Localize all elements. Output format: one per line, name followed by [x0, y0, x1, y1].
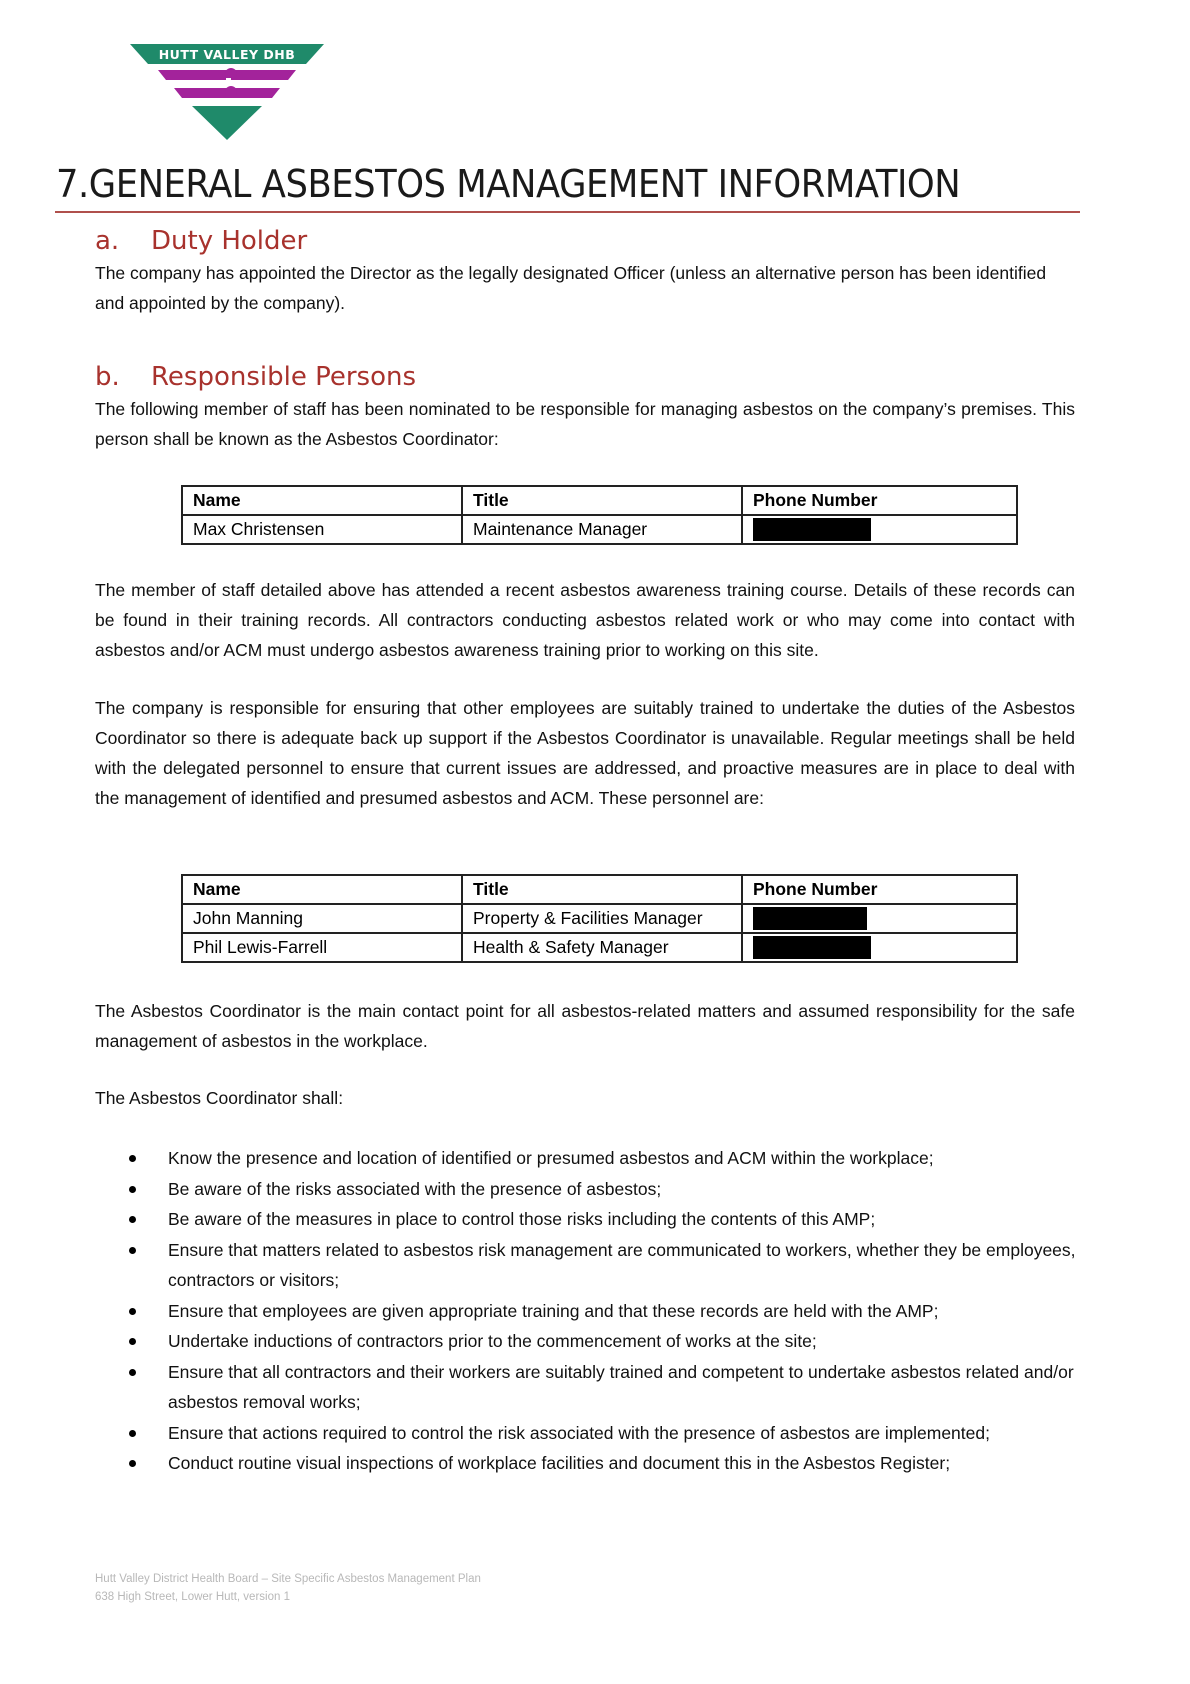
section-a-title: Duty Holder [151, 226, 308, 256]
list-item: Know the presence and location of identified or presumed asbestos and ACM within the workplace; [95, 1143, 1080, 1174]
coordinator-shall-intro: The Asbestos Coordinator shall: [95, 1088, 344, 1108]
list-item: Ensure that all contractors and their workers are suitably trained and competent to undertake asbestos related and/or asbestos removal works; [95, 1357, 1080, 1418]
section-a-label: a. [95, 226, 120, 256]
logo-graphic-icon [130, 44, 324, 140]
header-title: Title [462, 875, 742, 904]
header-phone: Phone Number [742, 486, 1017, 515]
list-item: Conduct routine visual inspections of workplace facilities and document this in the Asbestos Register; [95, 1448, 1080, 1479]
list-item: Ensure that matters related to asbestos risk management are communicated to workers, whether they be employees, contractors or visitors; [95, 1235, 1080, 1296]
table-header-row [182, 486, 1017, 515]
cell-title: Health & Safety Manager [462, 933, 742, 962]
list-item: Ensure that employees are given appropriate training and that these records are held with the AMP; [95, 1296, 1080, 1327]
asbestos-coordinator-table [181, 485, 1018, 545]
table-header-row [182, 875, 1017, 904]
cell-phone-redacted [742, 904, 1017, 933]
bullet-icon [129, 1369, 136, 1376]
delegated-personnel-table [181, 874, 1018, 963]
table-row [182, 904, 1017, 933]
section-b-heading [95, 362, 416, 392]
bullet-icon [129, 1338, 136, 1345]
backup-support-paragraph: The company is responsible for ensuring that other employees are suitably trained to undertake the duties of the Asbestos Coordinator so there is adequate back up support if the Asbestos Coordinator is unavailable. Regular meetings shall be held with the delegated personnel to ensure that current issues are addressed, and proactive measures are in place to deal with the management of identified and presumed asbestos and ACM. These personnel are: [95, 698, 1075, 808]
section-b-title: Responsible Persons [151, 362, 417, 392]
duty-holder-paragraph: The company has appointed the Director as the legally designated Officer (unless an alternative person has been identified and appointed by the company). [95, 263, 1047, 313]
table-row [182, 515, 1017, 544]
header-title: Title [462, 486, 742, 515]
responsible-persons-intro: The following member of staff has been nominated to be responsible for managing asbestos on the company’s premises. This person shall be known as the Asbestos Coordinator: [95, 399, 1075, 449]
list-item: Undertake inductions of contractors prior to the commencement of works at the site; [95, 1326, 1080, 1357]
heading-title: GENERAL ASBESTOS MANAGEMENT INFORMATION [88, 162, 961, 206]
cell-name: Max Christensen [182, 515, 462, 544]
page-footer [95, 1570, 481, 1606]
bullet-icon [129, 1186, 136, 1193]
bullet-icon [129, 1216, 136, 1223]
header-phone: Phone Number [742, 875, 1017, 904]
list-item: Be aware of the risks associated with the presence of asbestos; [95, 1174, 1080, 1205]
header-name: Name [182, 486, 462, 515]
footer-line-2: 638 High Street, Lower Hutt, version 1 [95, 1591, 290, 1603]
page-heading [56, 162, 960, 206]
coordinator-duties-list [95, 1143, 1080, 1479]
bullet-icon [129, 1247, 136, 1254]
section-b-label: b. [95, 362, 120, 392]
redaction-block [753, 907, 867, 930]
bullet-icon [129, 1430, 136, 1437]
hutt-valley-dhb-logo [130, 44, 324, 140]
cell-title: Maintenance Manager [462, 515, 742, 544]
bullet-icon [129, 1460, 136, 1467]
training-paragraph: The member of staff detailed above has attended a recent asbestos awareness training course. Details of these records can be found in their training records. All contractors conducting asbestos related work or who may come into contact with asbestos and/or ACM must undergo asbestos awareness training prior to working on this site. [95, 580, 1075, 660]
cell-title: Property & Facilities Manager [462, 904, 742, 933]
cell-phone-redacted [742, 515, 1017, 544]
bullet-icon [129, 1308, 136, 1315]
coordinator-contact-paragraph: The Asbestos Coordinator is the main contact point for all asbestos-related matters and assumed responsibility for the safe management of asbestos in the workplace. [95, 1001, 1075, 1051]
svg-text:HUTT VALLEY DHB: HUTT VALLEY DHB [158, 47, 296, 62]
footer-line-1: Hutt Valley District Health Board – Site Specific Asbestos Management Plan [95, 1573, 481, 1585]
cell-name: Phil Lewis-Farrell [182, 933, 462, 962]
table-row [182, 933, 1017, 962]
list-item: Ensure that actions required to control the risk associated with the presence of asbestos are implemented; [95, 1418, 1080, 1449]
cell-phone-redacted [742, 933, 1017, 962]
redaction-block [753, 936, 871, 959]
header-name: Name [182, 875, 462, 904]
bullet-icon [129, 1155, 136, 1162]
list-item: Be aware of the measures in place to control those risks including the contents of this AMP; [95, 1204, 1080, 1235]
section-a-heading [95, 226, 307, 256]
heading-number: 7. [56, 162, 89, 206]
cell-name: John Manning [182, 904, 462, 933]
heading-divider [55, 211, 1080, 213]
redaction-block [753, 518, 871, 541]
